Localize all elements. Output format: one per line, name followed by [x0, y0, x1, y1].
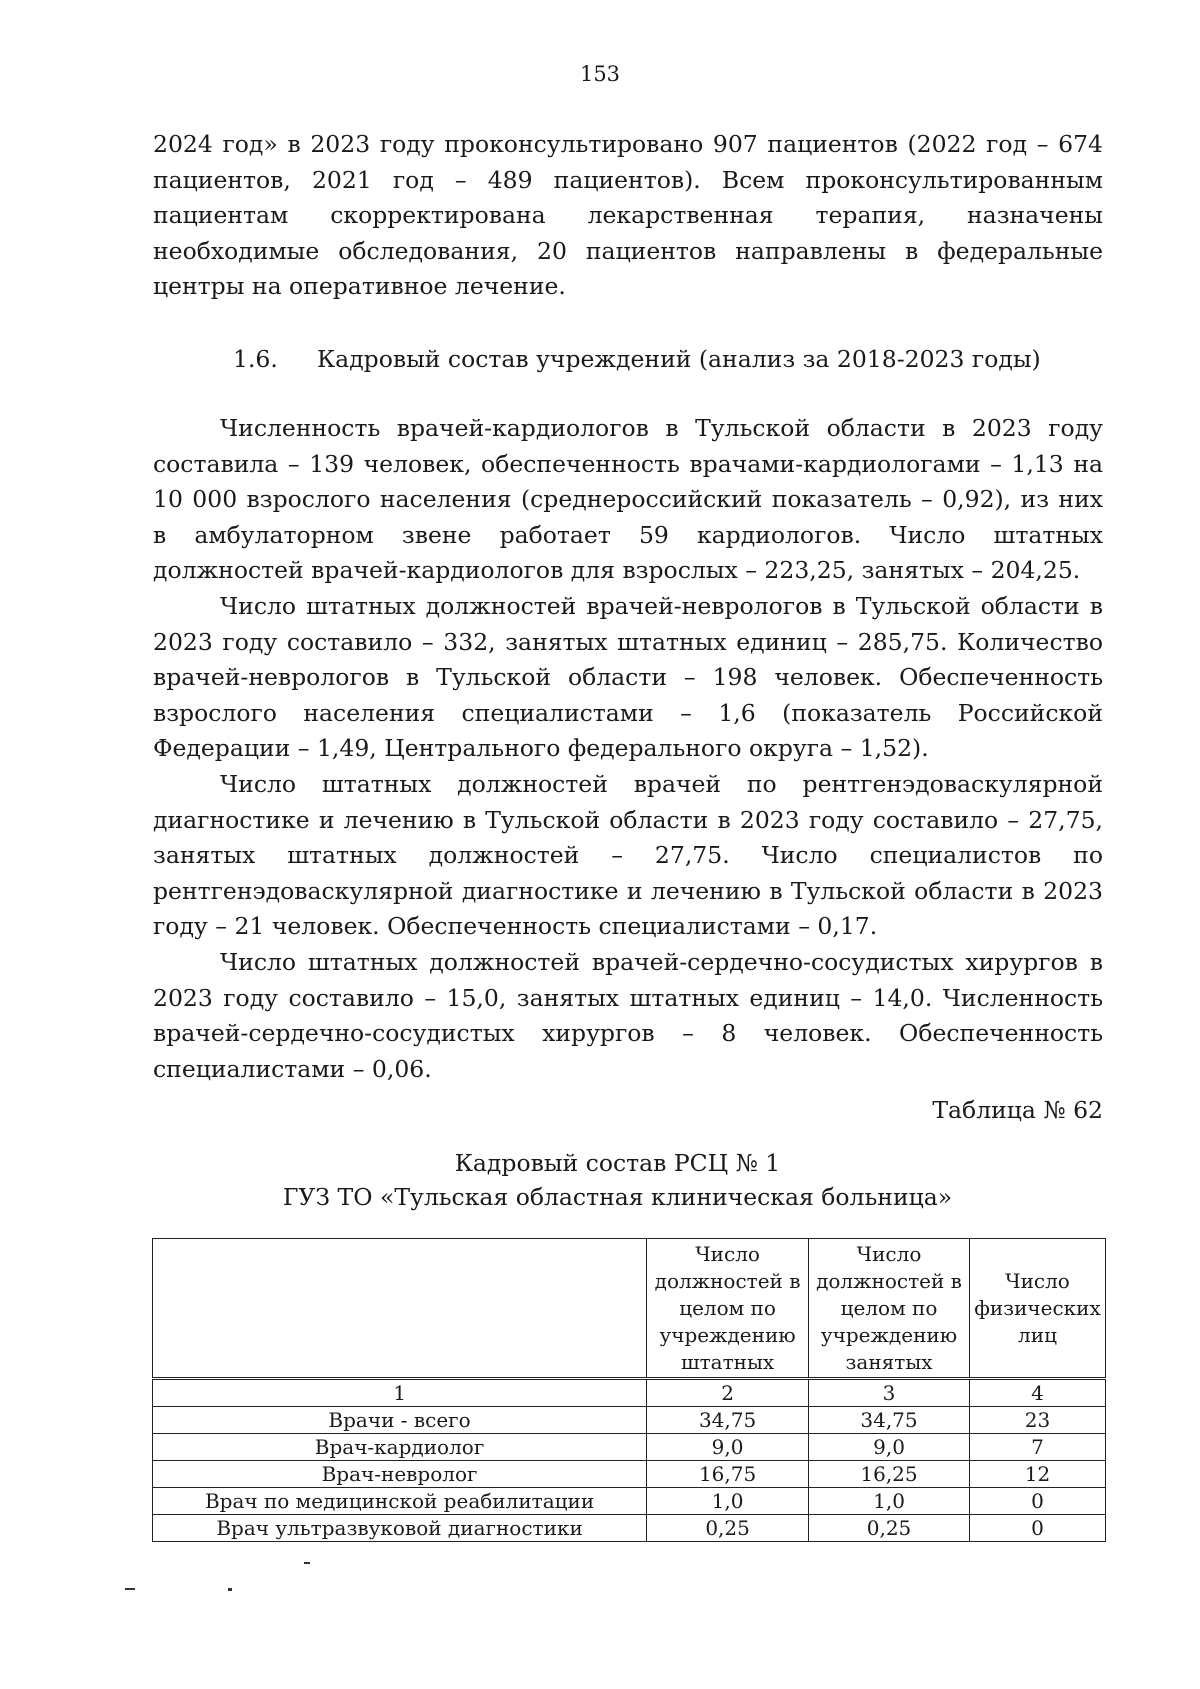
header-cell-positions-staff: Число должностей в целом по учреждению штатных	[647, 1239, 809, 1379]
cell-staff: 0,25	[647, 1515, 809, 1542]
cell-persons: 0	[969, 1488, 1105, 1515]
cell-occupied: 9,0	[809, 1434, 970, 1461]
cell-persons: 23	[969, 1407, 1105, 1434]
table-row	[153, 1434, 1106, 1461]
header-cell-persons: Число физических лиц	[969, 1239, 1105, 1379]
table-row	[153, 1461, 1106, 1488]
table-title-line-1: Кадровый состав РСЦ № 1	[454, 1149, 781, 1177]
column-number-row	[153, 1379, 1106, 1407]
row-label: Врач по медицинской реабилитации	[153, 1488, 647, 1515]
paragraph-endovascular: Число штатных должностей врачей по рентгенэдоваскулярной диагностике и лечению в Тульской области в 2023 году составило – 27,75, занятых штатных должностей – 27,75. Число специалистов по рентгенэдоваскулярной диагностике и лечению в Тульской области в 2023 году – 21 человек. Обеспеченность специалистами – 0,17.	[153, 769, 1103, 941]
scan-speck	[304, 1562, 310, 1564]
cell-occupied: 1,0	[809, 1488, 970, 1515]
table-row	[153, 1407, 1106, 1434]
cell-occupied: 34,75	[809, 1407, 970, 1434]
cell-persons: 0	[969, 1515, 1105, 1542]
paragraph-neurologists: Число штатных должностей врачей-неврологов в Тульской области в 2023 году составило – 332, занятых штатных единиц – 285,75. Количество врачей-неврологов в Тульской области – 198 человек. Обеспеченность взрослого населения специалистами – 1,6 (показатель Российской Федерации – 1,49, Центрального федерального округа – 1,52).	[153, 591, 1103, 763]
intro-text: 2024 год» в 2023 году проконсультировано 907 пациентов (2022 год – 674 пациентов, 2021 год – 489 пациентов). Всем проконсультированным пациентам скорректирована лекарственная терапия, назначены необходимые обследования, 20 пациентов направлены в федеральные центры на оперативное лечение.	[153, 130, 1103, 301]
table-row	[153, 1515, 1106, 1542]
table-header-row	[153, 1239, 1106, 1379]
cell-staff: 34,75	[647, 1407, 809, 1434]
header-cell-position	[153, 1239, 647, 1379]
cell-occupied: 16,25	[809, 1461, 970, 1488]
cell-persons: 7	[969, 1434, 1105, 1461]
paragraph-vascular-surgeons: Число штатных должностей врачей-сердечно-сосудистых хирургов в 2023 году составило – 15,0, занятых штатных единиц – 14,0. Численность врачей-сердечно-сосудистых хирургов – 8 человек. Обеспеченность специалистами – 0,06.	[153, 947, 1103, 1083]
row-label: Врачи - всего	[153, 1407, 647, 1434]
cell-persons: 12	[969, 1461, 1105, 1488]
column-number: 2	[647, 1379, 809, 1407]
section-title: Кадровый состав учреждений (анализ за 2018-2023 годы)	[317, 345, 1041, 373]
page-number: 153	[579, 62, 621, 86]
cell-staff: 16,75	[647, 1461, 809, 1488]
scan-speck	[125, 1588, 135, 1590]
staff-table	[152, 1238, 1106, 1542]
row-label: Врач-невролог	[153, 1461, 647, 1488]
table-number: Таблица № 62	[932, 1096, 1103, 1124]
cell-occupied: 0,25	[809, 1515, 970, 1542]
column-number: 3	[809, 1379, 970, 1407]
column-number: 1	[153, 1379, 647, 1407]
section-heading	[233, 341, 1041, 377]
cell-staff: 9,0	[647, 1434, 809, 1461]
column-number: 4	[969, 1379, 1105, 1407]
intro-paragraph	[153, 127, 1103, 305]
scan-speck	[228, 1588, 232, 1591]
table-row	[153, 1488, 1106, 1515]
paragraph-cardiologists: Численность врачей-кардиологов в Тульской области в 2023 году составила – 139 человек, обеспеченность врачами-кардиологами – 1,13 на 10 000 взрослого населения (среднероссийский показатель – 0,92), из них в амбулаторном звене работает 59 кардиологов. Число штатных должностей врачей-кардиологов для взрослых – 223,25, занятых – 204,25.	[153, 414, 1103, 585]
table-title-line-2: ГУЗ ТО «Тульская областная клиническая больница»	[282, 1183, 953, 1211]
cell-staff: 1,0	[647, 1488, 809, 1515]
row-label: Врач-кардиолог	[153, 1434, 647, 1461]
section-number: 1.6.	[233, 345, 278, 373]
header-cell-positions-occupied: Число должностей в целом по учреждению занятых	[809, 1239, 970, 1379]
body-text	[153, 411, 1103, 1087]
table-title	[0, 1146, 1200, 1214]
row-label: Врач ультразвуковой диагностики	[153, 1515, 647, 1542]
